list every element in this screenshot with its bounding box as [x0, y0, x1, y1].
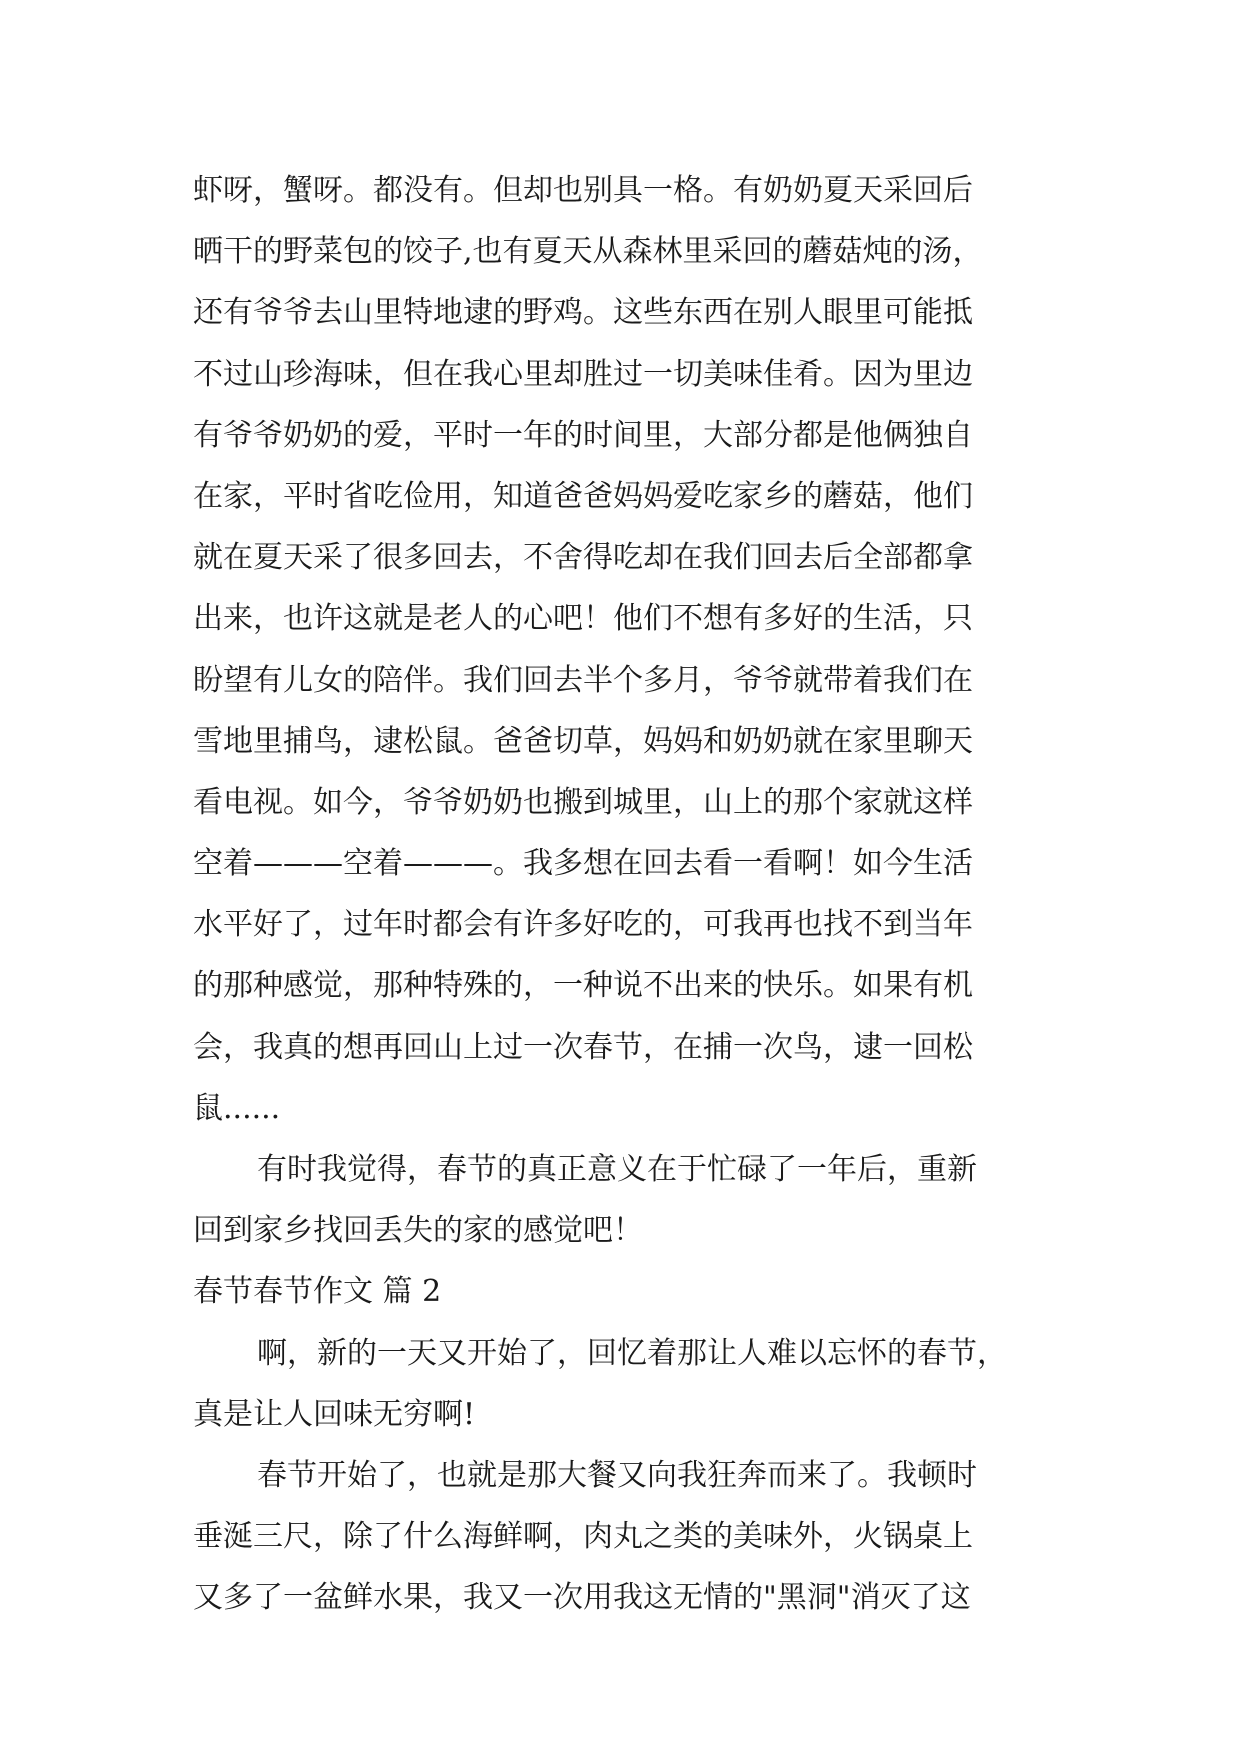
- text-line: 看电视。如今，爷爷奶奶也搬到城里，山上的那个家就这样: [193, 784, 973, 820]
- text-line: 会，我真的想再回山上过一次春节，在捕一次鸟，逮一回松: [193, 1029, 973, 1065]
- text-line: 垂涎三尺，除了什么海鲜啊，肉丸之类的美味外，火锅桌上: [193, 1519, 973, 1555]
- paragraph-4: [193, 1445, 1073, 1629]
- paragraph-2: [193, 1139, 1073, 1261]
- text-line: 还有爷爷去山里特地逮的野鸡。这些东西在别人眼里可能抵: [193, 295, 973, 331]
- text-line: 雪地里捕鸟，逮松鼠。爸爸切草，妈妈和奶奶就在家里聊天: [193, 723, 973, 759]
- text-line: 就在夏天采了很多回去，不舍得吃却在我们回去后全部都拿: [193, 540, 973, 576]
- paragraph-3: [193, 1323, 1073, 1445]
- text-line: 真是让人回味无穷啊!: [193, 1396, 476, 1432]
- text-line: 不过山珍海味，但在我心里却胜过一切美味佳肴。因为里边: [193, 356, 973, 392]
- text-line: 晒干的野菜包的饺子,也有夏天从森林里采回的蘑菇炖的汤，: [193, 234, 983, 270]
- text-line: 水平好了，过年时都会有许多好吃的，可我再也找不到当年: [193, 907, 973, 943]
- text-line: 春节开始了，也就是那大餐又向我狂奔而来了。我顿时: [257, 1457, 977, 1493]
- paragraph-1: [193, 160, 1073, 1139]
- text-line: 虾呀，蟹呀。都没有。但却也别具一格。有奶奶夏天采回后: [193, 173, 973, 208]
- text-line: 有爷爷奶奶的爱，平时一年的时间里，大部分都是他俩独自: [193, 417, 973, 453]
- text-line: 出来，也许这就是老人的心吧！他们不想有多好的生活，只: [193, 601, 973, 637]
- section-heading: 春节春节作文 篇 2: [193, 1274, 442, 1310]
- text-line: 在家，平时省吃俭用，知道爸爸妈妈爱吃家乡的蘑菇，他们: [193, 478, 973, 514]
- text-line: 回到家乡找回丢失的家的感觉吧！: [193, 1213, 643, 1249]
- text-line: 啊，新的一天又开始了，回忆着那让人难以忘怀的春节，: [257, 1335, 1007, 1371]
- text-line: 盼望有儿女的陪伴。我们回去半个多月，爷爷就带着我们在: [193, 662, 973, 698]
- text-line: 鼠......: [193, 1090, 281, 1126]
- document-body: [193, 160, 1073, 1629]
- text-line: 空着———空着———。我多想在回去看一看啊！如今生活: [193, 846, 973, 882]
- text-line: 又多了一盆鲜水果，我又一次用我这无情的"黑洞"消灭了这: [193, 1580, 971, 1616]
- text-line: 的那种感觉，那种特殊的，一种说不出来的快乐。如果有机: [193, 968, 973, 1004]
- text-line: 有时我觉得，春节的真正意义在于忙碌了一年后，重新: [257, 1152, 977, 1187]
